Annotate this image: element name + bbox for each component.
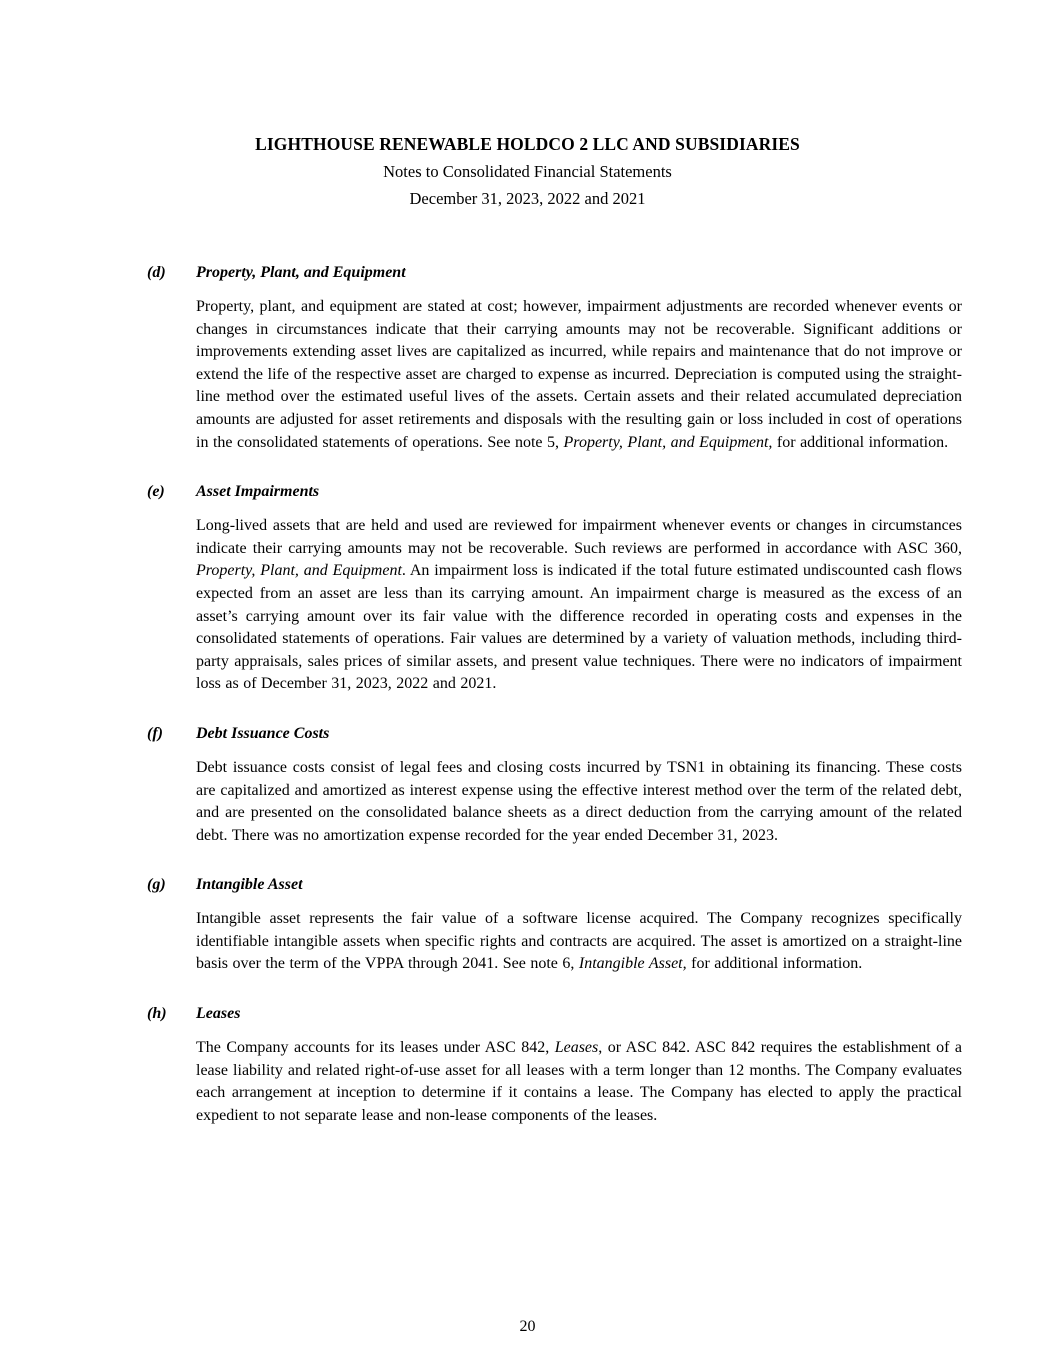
paragraph-text: Property, plant, and equipment are stated at cost; however, impairment adjustments are recorded whenever events or changes in circumstances indicate that their carrying amounts may not be recoverable. Significant additions or improvements extending asset lives are capitalized as incurred, while repairs and maintenance that do not improve or extend the life of the respective asset are charged to expense as incurred. Depreciation is computed using the straight-line method over the estimated useful lives of the assets. Certain assets and their related accumulated depreciation amounts are adjusted for asset retirements and disposals with the resulting gain or loss included in cost of operations in the consolidated statements of operations. See note 5,	[196, 298, 962, 451]
paragraph-text-italic: Intangible Asset,	[578, 955, 687, 973]
paragraph-text: , or ASC 842. ASC 842 requires the establishment of a lease liability and related right-of-use asset for all leases with a term longer than 12 months. The Company evaluates each arrangement at inception to determine if it contains a lease. The Company has elected to apply the practical expedient to not separate lease and non-lease components of the leases.	[196, 1039, 962, 1124]
section-heading: Asset Impairments	[196, 483, 320, 501]
section-content	[196, 481, 962, 696]
section-heading: Debt Issuance Costs	[196, 724, 330, 742]
section-paragraph	[196, 1037, 962, 1127]
section-heading: Intangible Asset	[196, 876, 303, 894]
note-section	[147, 874, 962, 976]
company-title: LIGHTHOUSE RENEWABLE HOLDCO 2 LLC AND SUBSIDIARIES	[255, 134, 800, 154]
paragraph-text: for additional information.	[686, 955, 863, 973]
document-subtitle: Notes to Consolidated Financial Statements	[383, 162, 672, 181]
section-label: (e)	[147, 483, 165, 501]
document-date-line: December 31, 2023, 2022 and 2021	[409, 189, 646, 208]
paragraph-text: for additional information.	[772, 433, 949, 451]
section-content	[196, 723, 962, 847]
section-label: (h)	[147, 1005, 167, 1023]
section-paragraph	[196, 757, 962, 847]
paragraph-text: . An impairment loss is indicated if the total future estimated undiscounted cash flows expected from an asset are less than its carrying amount. An impairment charge is measured as the excess of an asset’s carrying amount over its fair value with the difference recorded in operating costs and expenses in the consolidated statements of operations. Fair values are determined by a variety of valuation methods, including third-party appraisals, sales prices of similar assets, and present value techniques. There were no indicators of impairment loss as of December 31, 2023, 2022 and 2021.	[196, 562, 963, 693]
notes-sections	[147, 262, 962, 1127]
section-paragraph	[196, 908, 962, 976]
section-label: (g)	[147, 876, 166, 894]
section-content	[196, 874, 962, 976]
paragraph-text: Debt issuance costs consist of legal fees and closing costs incurred by TSN1 in obtaining its financing. These costs are capitalized and amortized as interest expense using the effective interest method over the term of the related debt, and are presented on the consolidated balance sheets as a direct deduction from the carrying amount of the related debt. There was no amortization expense recorded for the year ended December 31, 2023.	[196, 758, 962, 844]
note-section	[147, 481, 962, 696]
paragraph-text: The Company accounts for its leases under ASC 842,	[196, 1039, 555, 1057]
section-content	[196, 1003, 962, 1127]
section-label: (d)	[147, 264, 166, 281]
section-paragraph	[196, 515, 962, 696]
page-number: 20	[519, 1318, 536, 1335]
note-section	[147, 262, 962, 454]
section-paragraph	[196, 296, 962, 454]
paragraph-text: Long-lived assets that are held and used are reviewed for impairment whenever events or changes in circumstances indicate their carrying amounts may not be recoverable. Such reviews are performed in accordance with ASC 360,	[196, 517, 962, 557]
paragraph-text-italic: Property, Plant, and Equipment	[196, 562, 402, 580]
document-header	[0, 0, 1055, 212]
note-section	[147, 723, 962, 847]
section-heading: Property, Plant, and Equipment	[196, 264, 406, 281]
paragraph-text-italic: Leases	[554, 1039, 599, 1057]
section-label: (f)	[147, 724, 163, 742]
section-content	[196, 262, 962, 454]
paragraph-text: Intangible asset represents the fair value of a software license acquired. The Company recognizes specifically identifiable intangible assets when specific rights and contracts are acquired. The asset is amortized on a straight-line basis over the term of the VPPA through 2041. See note 6,	[196, 910, 962, 973]
paragraph-text-italic: Property, Plant, and Equipment,	[563, 433, 773, 451]
note-section	[147, 1003, 962, 1127]
section-heading: Leases	[196, 1005, 241, 1023]
